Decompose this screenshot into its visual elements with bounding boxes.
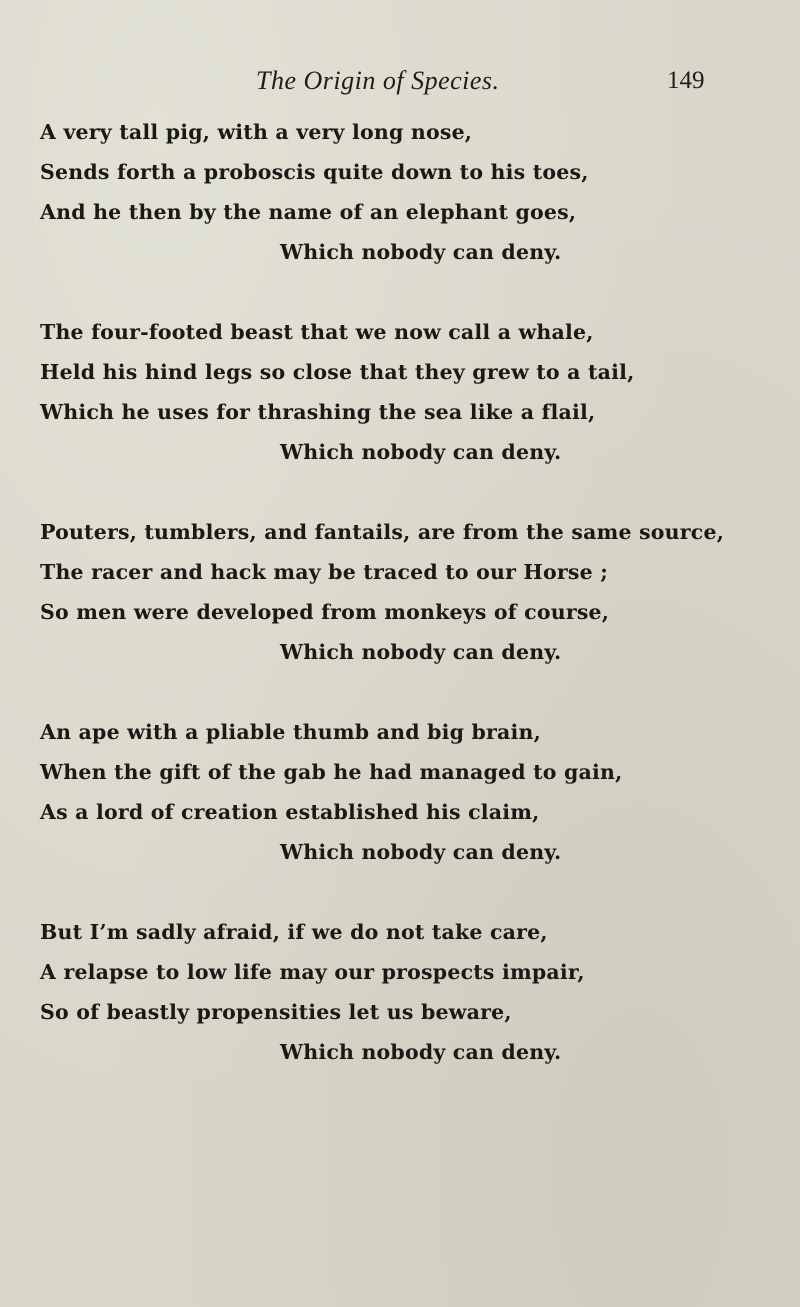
refrain-line: Which nobody can deny. [280, 440, 562, 464]
poem-line: So men were developed from monkeys of course, [40, 600, 610, 624]
page-number: 149 [667, 67, 705, 94]
page-header [0, 62, 800, 102]
poem-line: The four-footed beast that we now call a whale, [40, 320, 594, 344]
poem [40, 112, 780, 1072]
stanza-4 [40, 712, 780, 872]
poem-line: Which he uses for thrashing the sea like a flail, [40, 400, 596, 424]
refrain-line: Which nobody can deny. [280, 1040, 562, 1064]
refrain-line: Which nobody can deny. [280, 240, 562, 264]
running-title: The Origin of Species. [256, 66, 500, 95]
stanza-1 [40, 112, 780, 272]
poem-line: Pouters, tumblers, and fantails, are from the same source, [40, 520, 725, 544]
poem-line: Held his hind legs so close that they grew to a tail, [40, 360, 635, 384]
poem-line: An ape with a pliable thumb and big brain, [40, 720, 541, 744]
refrain-line: Which nobody can deny. [280, 840, 562, 864]
poem-line: And he then by the name of an elephant goes, [40, 200, 577, 224]
stanza-2 [40, 312, 780, 472]
poem-line: The racer and hack may be traced to our Horse ; [40, 560, 608, 584]
refrain-line: Which nobody can deny. [280, 640, 562, 664]
poem-line: Sends forth a proboscis quite down to his toes, [40, 160, 589, 184]
poem-line: A very tall pig, with a very long nose, [40, 120, 473, 144]
stanza-3 [40, 512, 780, 672]
poem-line: When the gift of the gab he had managed to gain, [40, 760, 623, 784]
poem-line: A relapse to low life may our prospects impair, [40, 960, 585, 984]
poem-line: But I’m sadly afraid, if we do not take care, [40, 920, 548, 944]
poem-line: So of beastly propensities let us beware, [40, 1000, 512, 1024]
poem-line: As a lord of creation established his claim, [40, 800, 540, 824]
stanza-5 [40, 912, 780, 1072]
